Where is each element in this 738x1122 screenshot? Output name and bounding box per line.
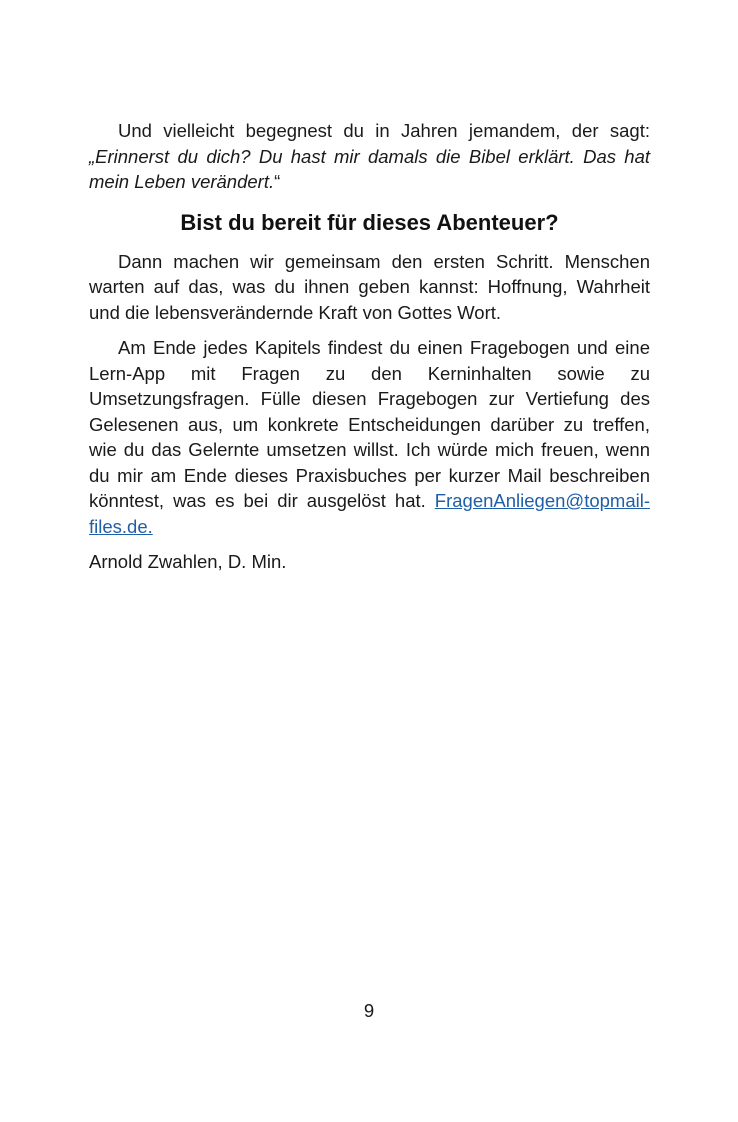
- page-number: 9: [363, 1000, 375, 1021]
- email-link[interactable]: FragenAnliegen@topmail-files.de.: [89, 490, 650, 537]
- paragraph-intro: [89, 118, 650, 195]
- section-heading: Bist du bereit für dieses Abenteuer?: [180, 209, 559, 235]
- quote-close: “: [274, 171, 281, 192]
- paragraph-questionnaire: [89, 335, 650, 539]
- paragraph-questionnaire-text: Am Ende jedes Kapitels findest du einen Fragebogen und eine Lern-App mit Fragen zu den Kerninhalten sowie zu Umsetzungsfragen. Fülle diesen Fragebogen zur Vertiefung des Gelesenen aus, um konkrete Entscheidungen darüber zu treffen, wie du das Gelernte umsetzen willst. Ich würde mich freuen, wenn du mir am Ende dieses Praxisbuches per kurzer Mail beschreiben könntest, was es bei dir ausgelöst hat.: [89, 337, 650, 511]
- quote-text: „Erinnerst du dich? Du hast mir damals die Bibel erklärt. Das hat mein Leben verändert.: [89, 145, 650, 192]
- paragraph-first-step: Dann machen wir gemeinsam den ersten Schritt. Menschen warten auf das, was du ihnen geben kannst: Hoffnung, Wahrheit und die lebensverändernde Kraft von Gottes Wort.: [89, 250, 650, 323]
- paragraph-intro-lead: Und vielleicht begegnest du in Jahren jemandem, der sagt:: [118, 120, 650, 141]
- author-signature: Arnold Zwahlen, D. Min.: [89, 551, 287, 572]
- page-body: [89, 118, 650, 575]
